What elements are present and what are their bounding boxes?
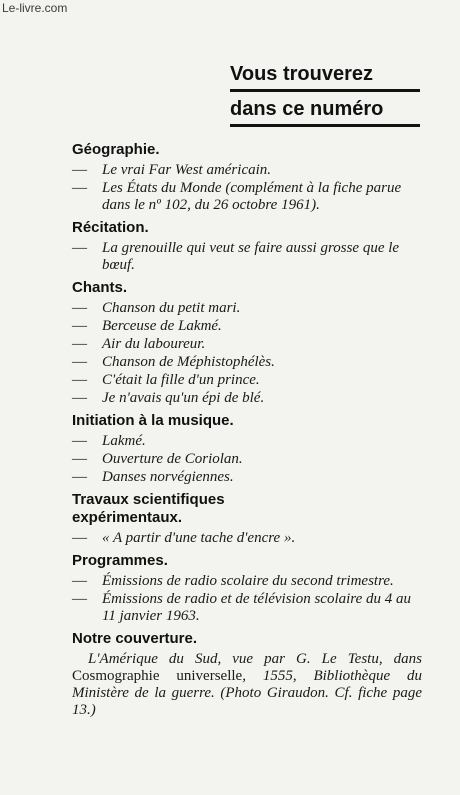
dash-mark: — [72,390,87,406]
section-title-line: Travaux scientifiques [72,491,225,508]
page-header [230,60,420,130]
section-title-chants: Chants. [72,279,128,296]
item-text: Émissions de radio scolaire du second trimestre. [102,573,394,589]
section-title-musique: Initiation à la musique. [72,412,234,429]
section-title-recitation: Récitation. [72,219,149,236]
dash-mark: — [72,354,87,370]
section-title-couverture: Notre couverture. [72,630,198,647]
dash-mark: — [72,573,87,589]
section-title-geographie: Géographie. [72,141,160,158]
cover-text: L'Amérique du Sud, vue par G. Le Testu, dans [88,651,422,667]
item-text: Les États du Monde (complément à la fiche parue dans le nº 102, du 26 octobre 1961). [102,180,402,213]
table-of-contents [72,136,422,719]
dash-mark: — [72,591,87,607]
dash-mark: — [72,240,87,256]
list-item [72,300,422,317]
section-title-programmes: Programmes. [72,552,168,569]
list-item [72,469,422,486]
dash-mark: — [72,162,87,178]
list-item [72,530,422,547]
item-text: Chanson du petit mari. [102,300,241,316]
item-text: Je n'avais qu'un épi de blé. [102,390,265,406]
header-line-2: dans ce numéro [230,98,384,120]
list-item [72,354,422,371]
list-item [72,591,422,625]
item-text: Danses norvégiennes. [102,469,234,485]
list-item [72,162,422,179]
dash-mark: — [72,451,87,467]
list-item [72,372,422,389]
dash-mark: — [72,372,87,388]
header-line-1: Vous trouverez [230,63,373,85]
dash-mark: — [72,530,87,546]
dash-mark: — [72,300,87,316]
list-item [72,240,422,274]
item-text: « A partir d'une tache d'encre ». [102,530,296,546]
section-title-line: expérimentaux. [72,509,183,526]
dash-mark: — [72,318,87,334]
item-text: Lakmé. [102,433,146,449]
item-text: Chanson de Méphistophélès. [102,354,275,370]
item-text: Air du laboureur. [102,336,206,352]
dash-mark: — [72,336,87,352]
cover-book-title: Cosmographie universelle [72,668,243,684]
list-item [72,318,422,335]
dash-mark: — [72,469,87,485]
list-item [72,390,422,407]
item-text: La grenouille qui veut se faire aussi grosse que le bœuf. [102,240,400,273]
dash-mark: — [72,180,87,196]
list-item [72,336,422,353]
list-item [72,433,422,450]
list-item [72,451,422,468]
item-text: Ouverture de Coriolan. [102,451,243,467]
cover-description [72,651,422,719]
watermark-text: Le-livre.com [2,1,68,15]
cover-text: , 1555, Bibliothèque du Ministère de la guerre. (Photo Giraudon. Cf. fiche page 13.) [72,668,422,718]
dash-mark: — [72,433,87,449]
list-item [72,180,422,214]
item-text: C'était la fille d'un prince. [102,372,260,388]
item-text: Berceuse de Lakmé. [102,318,222,334]
header-rule-top [230,89,420,92]
item-text: Émissions de radio et de télévision scolaire du 4 au 11 janvier 1963. [102,591,411,624]
section-title-travaux [72,491,422,527]
item-text: Le vrai Far West américain. [102,162,272,178]
header-rule-bottom [230,124,420,127]
list-item [72,573,422,590]
